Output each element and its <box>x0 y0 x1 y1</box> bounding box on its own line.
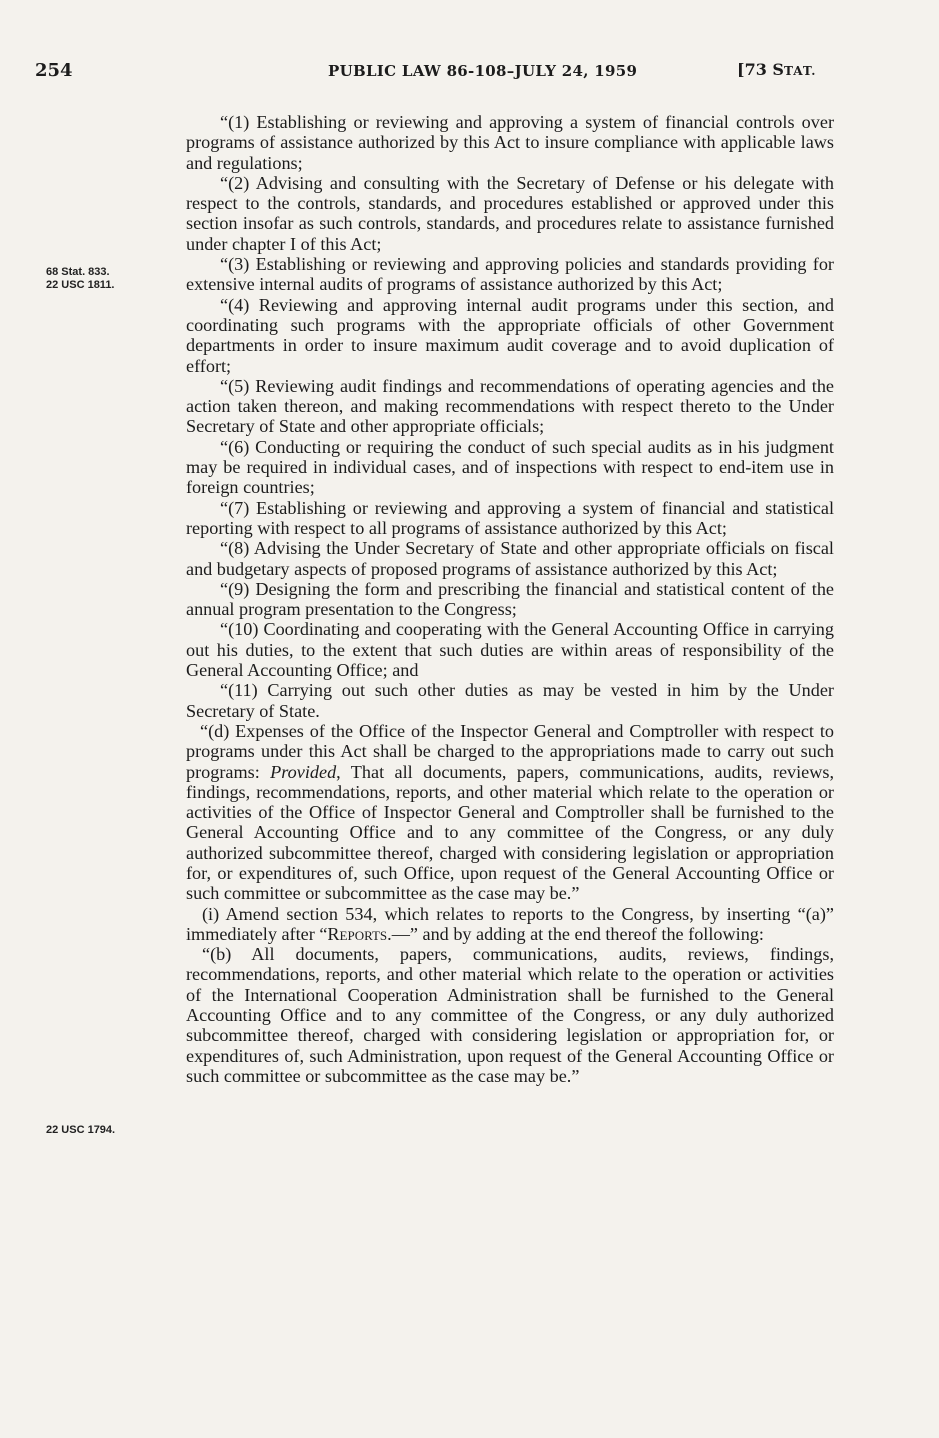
running-head: PUBLIC LAW 86-108–JULY 24, 1959 <box>328 62 638 80</box>
paragraph-4: “(4) Reviewing and approving internal audit programs under this section, and coordinating such programs with the appropriate officials of other Government departments in order to insure maximum audit coverage and to avoid duplication of effort; <box>186 294 834 376</box>
paragraph-1: “(1) Establishing or reviewing and approving a system of financial controls over programs of assistance authorized by this Act to insure compliance with applicable laws and regulations; <box>186 112 834 173</box>
page-number: 254 <box>35 60 73 81</box>
paragraph-i <box>186 904 834 945</box>
paragraph-8: “(8) Advising the Under Secretary of State and other appropriate officials on fiscal and budgetary aspects of proposed programs of assistance authorized by this Act; <box>186 538 834 579</box>
paragraph-d <box>186 721 834 904</box>
margin-note-68-stat <box>46 266 166 292</box>
volume-suffix: TAT. <box>783 64 817 78</box>
paragraph-7: “(7) Establishing or reviewing and approving a system of financial and statistical reporting with respect to all programs of assistance authorized by this Act; <box>186 497 834 538</box>
paragraph-d-text: “(d) Expenses of the Office of the Inspector General and Comptroller with respect to programs under this Act shall be charged to the appropriations made to carry out such programs: <box>186 720 834 782</box>
paragraph-i-text-cont: —” and by adding at the end thereof the following: <box>391 923 764 944</box>
paragraph-d-text-cont: , That all documents, papers, communications, audits, reviews, findings, recommendations, reports, and other material which relate to the operation or activities of the Office of Inspector General and Comptroller shall be furnished to the General Accounting Office and to any committee of the Congress, or any duly authorized subcommittee thereof, charged with considering legislation or appropriation for, or expenditures of, such Office, upon request of the General Accounting Office or such committee or subcommittee as the case may be.” <box>186 761 835 904</box>
margin-note-line: 22 USC 1794. <box>46 1124 116 1136</box>
paragraph-d-italic: Provided <box>270 761 337 782</box>
paragraph-5: “(5) Reviewing audit findings and recommendations of operating agencies and the action taken thereon, and making recommendations with respect thereto to the Under Secretary of State and other appropriate officials; <box>186 375 834 437</box>
volume-prefix: [73 S <box>737 60 784 79</box>
paragraph-6: “(6) Conducting or requiring the conduct of such special audits as in his judgment may be required in individual cases, and of inspections with respect to end-item use in foreign countries; <box>186 436 834 498</box>
paragraph-10: “(10) Coordinating and cooperating with the General Accounting Office in carrying out his duties, to the extent that such duties are within areas of responsibility of the General Accounting Office; and <box>186 619 834 681</box>
paragraph-9: “(9) Designing the form and prescribing the financial and statistical content of the annual program presentation to the Congress; <box>186 578 834 620</box>
paragraph-i-text: (i) Amend section 534, which relates to reports to the Congress, by inserting “(a)” immediately after “ <box>186 903 834 944</box>
margin-note-22-usc-1794 <box>46 1124 166 1137</box>
margin-note-line: 22 USC 1811. <box>46 279 115 291</box>
paragraph-b: “(b) All documents, papers, communications, audits, reviews, findings, recommendations, reports, and other material which relate to the operation or activities of the International Cooperation Administration shall be furnished to the General Accounting Office and to any committee of the Congress, or any duly authorized subcommittee thereof, charged with considering legislation or appropriation for, or expenditures of, such Administration, upon request of the General Accounting Office or such committee or subcommittee as the case may be.” <box>186 944 834 1086</box>
volume-reference <box>737 60 816 79</box>
paragraph-i-smallcaps: Reports. <box>327 923 392 944</box>
paragraph-3: “(3) Establishing or reviewing and approving policies and standards providing for extensive internal audits of programs of assistance authorized by this Act; <box>186 254 834 295</box>
page-header <box>0 60 939 88</box>
margin-note-line: 68 Stat. 833. <box>46 266 110 278</box>
paragraph-2: “(2) Advising and consulting with the Secretary of Defense or his delegate with respect to the controls, standards, and procedures established or approved under this section insofar as such controls, standards, and procedures relate to assistance furnished under chapter I of this Act; <box>186 172 834 254</box>
body-text <box>186 112 834 1086</box>
paragraph-11: “(11) Carrying out such other duties as may be vested in him by the Under Secretary of State. <box>186 680 834 721</box>
